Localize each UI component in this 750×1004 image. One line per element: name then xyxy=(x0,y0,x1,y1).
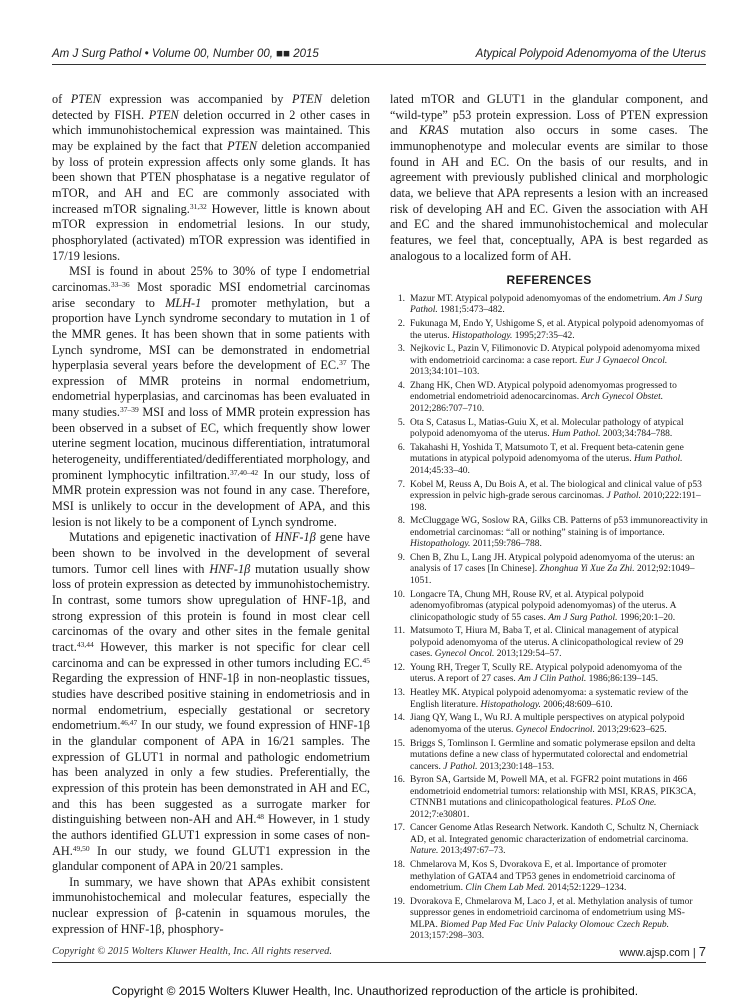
header-rule xyxy=(52,64,706,65)
reference-text: Cancer Genome Atlas Research Network. Kandoth C, Schultz N, Cherniack AD, et al. Integrated genomic characterization of endometrial carcinoma. Nature. 2013;497:67–73. xyxy=(410,823,699,857)
reference-number: 10. xyxy=(393,589,405,600)
reference-text: Dvorakova E, Chmelarova M, Laco J, et al. Methylation analysis of tumor suppressor genes in endometrioid carcinoma of endometrium using MS-MLPA. Biomed Pap Med Fac Univ Palacky Olomouc Czech Repub. 2013;157:298–303. xyxy=(410,896,693,942)
reference-number: 12. xyxy=(393,662,405,673)
reference-item xyxy=(390,443,708,478)
reference-item xyxy=(390,775,708,821)
reference-item xyxy=(390,480,708,515)
reference-item xyxy=(390,344,708,379)
reference-number: 3. xyxy=(397,344,405,355)
reference-text: Young RH, Treger T, Scully RE. Atypical polypoid adenomyoma of the uterus. A report of 27 cases. Am J Clin Pathol. 1986;86:139–145. xyxy=(410,662,682,685)
reference-text: Heatley MK. Atypical polypoid adenomyoma: a systematic review of the English literature. Histopathology. 2006;48:609–610. xyxy=(410,688,689,710)
reference-item xyxy=(390,688,708,711)
reference-number: 8. xyxy=(397,516,405,527)
reference-text: Ota S, Catasus L, Matias-Guiu X, et al. Molecular pathology of atypical polypoid adenomyoma of the uterus. Hum Pathol. 2003;34:784–788. xyxy=(410,417,684,440)
reference-item xyxy=(390,626,708,661)
reference-item xyxy=(390,516,708,551)
article-short-title: Atypical Polypoid Adenomyoma of the Uterus xyxy=(475,48,706,60)
body-paragraph: Mutations and epigenetic inactivation of HNF-1β gene have been shown to be involved in the development of several tumors. Tumor cell lines with HNF-1β mutation usually show loss of protein expression as detected by immunohistochemistry. In contrast, some tumors show upregulation of HNF-1β, and strong expression of this protein is found in most clear cell carcinomas of the ovary and other sites in the female genital tract.$^{43,44}$ However, this marker is not specific for clear cell carcinoma and can be expressed in other tumors including EC.$^{45}$ Regarding the expression of HNF-1β in non-neoplastic tissues, studies have described positive staining in endometriosis and in normal endometrium, especially gestational or secretory endometrium.$^{46,47}$ In our study, we found expression of HNF-1β in the glandular component of APA in 16/21 samples. The expression of GLUT1 in normal and pathologic endometrium has been analyzed in only a few studies. Preferentially, the expression of this protein has been demonstrated in AH and EC, and this has been suggested as a surrogate marker for distinguishing between non-AH and AH.$^{48}$ However, in 1 study the authors identified GLUT1 expression in some cases of non-AH.$^{49,50}$ In our study, we found GLUT1 expression in the glandular component of APA in 20/21 samples. xyxy=(52,530,371,874)
reference-text: Nejkovic L, Pazin V, Filimonovic D. Atypical polypoid adenomyoma mixed with endometrioid carcinoma: a case report. Eur J Gynaecol Oncol. 2013;34:101–103. xyxy=(410,344,700,378)
reference-list xyxy=(390,294,708,943)
reference-number: 16. xyxy=(393,775,405,786)
reference-text: Byron SA, Gartside M, Powell MA, et al. FGFR2 point mutations in 466 endometrioid endometrial tumors: relationship with MSI, KRAS, PIK3CA, CTNNB1 mutations and clinicopathological features. PLoS One. 2012;7:e30801. xyxy=(410,775,697,820)
footer-copyright: Copyright © 2015 Wolters Kluwer Health, Inc. All rights reserved. xyxy=(52,946,332,957)
reference-item xyxy=(390,590,708,625)
right-column xyxy=(390,92,708,945)
reference-number: 5. xyxy=(397,417,405,428)
reference-text: Chmelarova M, Kos S, Dvorakova E, et al. Importance of promoter methylation of GATA4 and TP53 genes in endometrioid carcinoma of endometrium. Clin Chem Lab Med. 2014;52:1229–1234. xyxy=(410,860,676,894)
reference-text: Matsumoto T, Hiura M, Baba T, et al. Clinical management of atypical polypoid adenomyoma of the uterus. A clinicopathological review of 29 cases. Gynecol Oncol. 2013;129:54–57. xyxy=(410,626,684,660)
page-number: 7 xyxy=(698,944,706,959)
reference-text: Fukunaga M, Endo Y, Ushigome S, et al. Atypical polypoid adenomyomas of the uterus. Histopathology. 1995;27:35–42. xyxy=(410,319,704,341)
reference-item xyxy=(390,553,708,588)
reference-item xyxy=(390,739,708,774)
footer-rule xyxy=(52,962,706,963)
reference-text: Mazur MT. Atypical polypoid adenomyomas of the endometrium. Am J Surg Pathol. 1981;5:473–482. xyxy=(410,293,703,316)
reference-number: 7. xyxy=(397,479,405,490)
reference-number: 15. xyxy=(393,738,405,749)
reference-number: 4. xyxy=(397,380,405,391)
footer-url-page xyxy=(619,944,706,959)
reference-text: Briggs S, Tomlinson I. Germline and somatic polymerase epsilon and delta mutations define a new class of hypermutated colorectal and endometrial cancers. J Pathol. 2013;230:148–153. xyxy=(410,738,696,772)
reference-item xyxy=(390,897,708,943)
reference-item xyxy=(390,663,708,686)
body-paragraph: of PTEN expression was accompanied by PTEN deletion detected by FISH. PTEN deletion occurred in 2 other cases in which immunohistochemical expression was maintained. This may be explained by the fact that PTEN deletion accompanied by loss of protein expression affects only some glands. It has been shown that PTEN phosphatase is a negative regulator of mTOR, and AH and EC are commonly associated with increased mTOR signaling.$^{31,32}$ However, little is known about mTOR expression in endometrial lesions. In our study, phosphorylated (activated) mTOR expression was identified in 17/19 lesions. xyxy=(52,92,371,263)
reference-item xyxy=(390,418,708,441)
reference-number: 19. xyxy=(393,896,405,907)
reference-number: 9. xyxy=(397,552,405,563)
reference-text: Kobel M, Reuss A, Du Bois A, et al. The biological and clinical value of p53 expression in pelvic high-grade serous carcinomas. J Pathol. 2010;222:191–198. xyxy=(410,479,702,513)
references-heading: REFERENCES xyxy=(506,273,592,288)
reference-text: McCluggage WG, Soslow RA, Gilks CB. Patterns of p53 immunoreactivity in endometrial carcinomas: “all or nothing” staining is of importance. Histopathology. 2011;59:786–788. xyxy=(410,516,708,550)
reference-number: 11. xyxy=(393,626,405,637)
reference-number: 18. xyxy=(393,860,405,871)
reference-item xyxy=(390,319,708,342)
reference-number: 17. xyxy=(393,823,405,834)
reference-item xyxy=(390,381,708,416)
reference-text: Takahashi H, Yoshida T, Matsumoto T, et al. Frequent beta-catenin gene mutations in atypical polypoid adenomyoma of the uterus. Hum Pathol. 2014;45:33–40. xyxy=(410,442,684,476)
reference-text: Jiang QY, Wang L, Wu RJ. A multiple perspectives on atypical polypoid adenomyoma of the uterus. Gynecol Endocrinol. 2013;29:623–625. xyxy=(410,713,685,735)
reference-text: Zhang HK, Chen WD. Atypical polypoid adenomyomas progressed to endometrial endometrioid adenocarcinomas. Arch Gynecol Obstet. 2012;286:707–710. xyxy=(410,380,677,414)
running-header xyxy=(52,46,706,64)
reference-item xyxy=(390,860,708,895)
footer-url[interactable]: www.ajsp.com xyxy=(619,947,690,959)
reference-number: 2. xyxy=(397,319,405,330)
footer-separator: | xyxy=(692,947,696,959)
reference-item xyxy=(390,713,708,736)
reference-item xyxy=(390,294,708,317)
page-footer xyxy=(52,944,706,960)
left-column xyxy=(52,92,370,937)
reference-number: 6. xyxy=(397,442,405,453)
reference-item xyxy=(390,823,708,858)
journal-citation: Am J Surg Pathol • Volume 00, Number 00, ■■ 2015 xyxy=(52,48,319,60)
reference-number: 1. xyxy=(397,293,405,304)
body-paragraph: MSI is found in about 25% to 30% of type I endometrial carcinomas.$^{33-36}$ Most sporadic MSI endometrial carcinomas arise secondary to MLH-1 promoter methylation, but a proportion have Lynch syndrome secondary to mutation in 1 of the MMR genes. It has been shown that in some patients with Lynch syndrome, MSI can be demonstrated in endometrial hyperplasia several years before the development of EC.$^{37}$ The expression of MMR proteins in normal endometrium, endometrial hyperplasias, and carcinomas has been evaluated in many studies.$^{37-39}$ MSI and loss of MMR protein expression has been observed in a subset of EC, which frequently show lower uterine segment location, mucinous differentiation, intratumoral heterogeneity, undifferentiated/dedifferentiated morphology, and prominent lymphocytic infiltration.$^{37,40-42}$ In our study, loss of MMR protein expression was not found in any case. Therefore, MSI is unlikely to occur in the development of APA, and this lesion is not likely to be a component of Lynch syndrome. xyxy=(52,264,370,529)
copyright-banner: Copyright © 2015 Wolters Kluwer Health, Inc. Unauthorized reproduction of the article is prohibited. xyxy=(111,984,639,998)
body-paragraph: In summary, we have shown that APAs exhibit consistent immunohistochemical and molecular features, especially the nuclear expression of β-catenin in squamous morules, the expression of HNF-1β, phosphory- xyxy=(52,874,370,936)
reference-text: Chen B, Zhu L, Lang JH. Atypical polypoid adenomyoma of the uterus: an analysis of 17 cases [In Chinese]. Zhonghua Yi Xue Za Zhi. 2012;92:1049–1051. xyxy=(410,552,695,586)
body-paragraph: lated mTOR and GLUT1 in the glandular component, and “wild-type” p53 protein expression. Loss of PTEN expression and KRAS mutation also occurs in some cases. The immunophenotype and molecular events are similar to those found in AH and EC. On the basis of our results, and in agreement with previously published clinical and morphologic data, we believe that APA represents a lesion with an increased risk of developing AH and EC. Given the association with AH and EC and the shared immunohistochemical and molecular features, we feel that, conceptually, APA is best regarded as analogous to a localized form of AH. xyxy=(390,92,709,263)
reference-number: 13. xyxy=(393,688,405,699)
reference-text: Longacre TA, Chung MH, Rouse RV, et al. Atypical polypoid adenomyofibromas (atypical polypoid adenomyomas) of the uterus. A clinicopathologic study of 55 cases. Am J Surg Pathol. 1996;20:1–20. xyxy=(410,589,676,623)
reference-number: 14. xyxy=(393,713,405,724)
